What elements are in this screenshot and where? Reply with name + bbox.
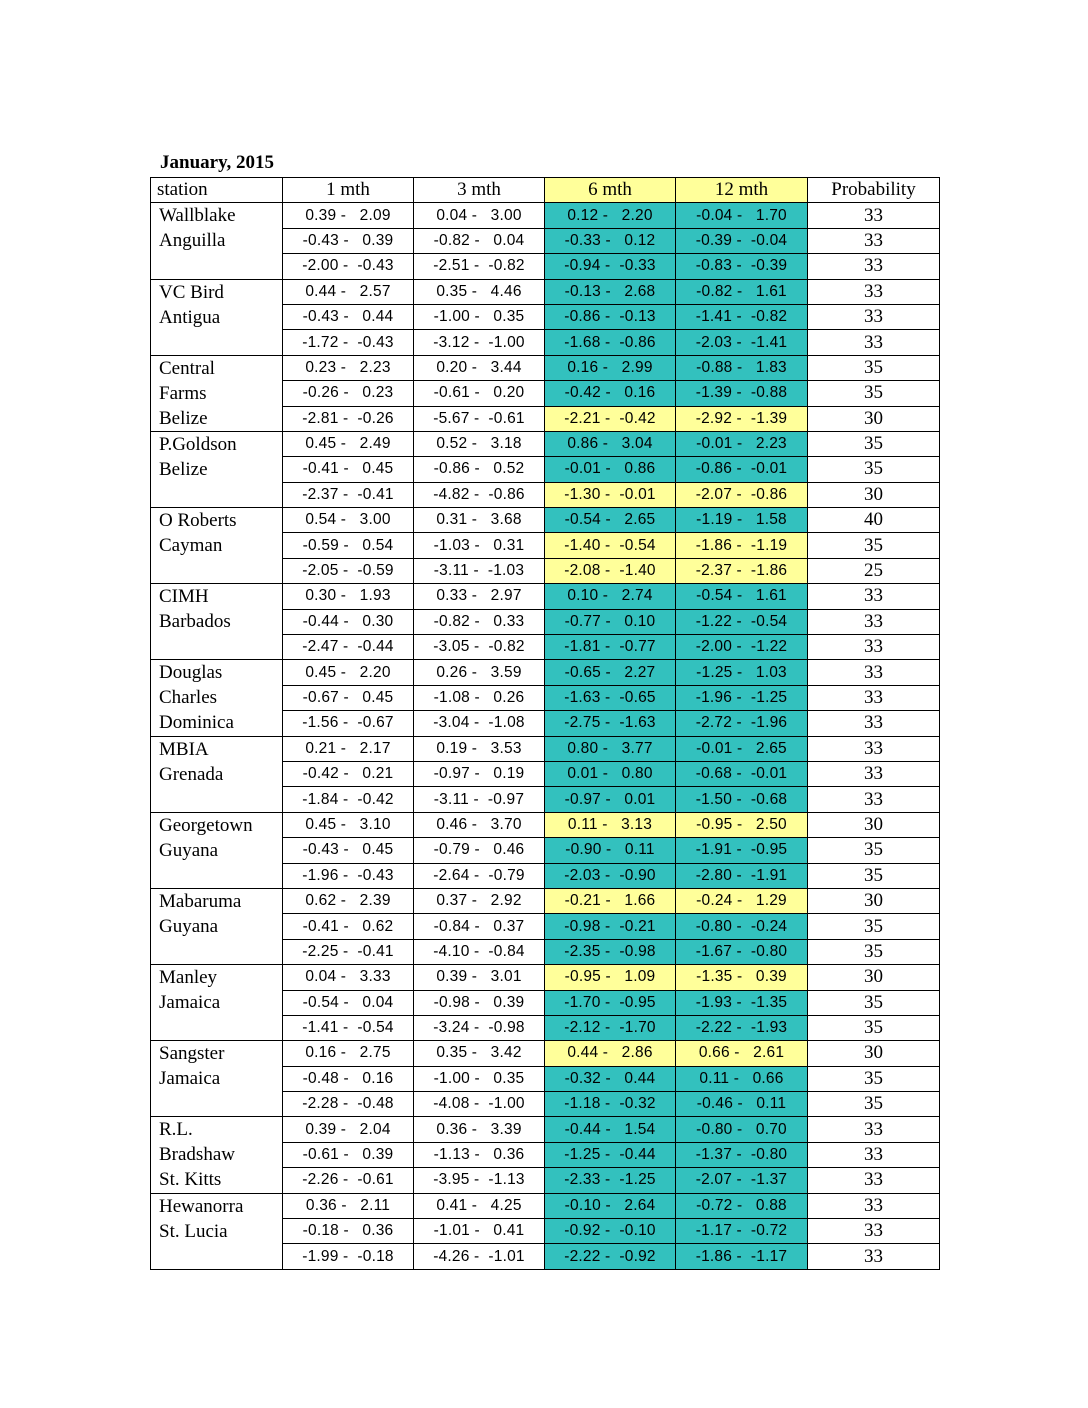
value-12mth: -0.86 - -0.01 <box>676 457 808 482</box>
station-name: Wallblake Anguilla <box>151 203 283 279</box>
probability-value: 35 <box>808 533 940 558</box>
probability-value: 33 <box>808 1219 940 1244</box>
value-1mth: -2.26 - -0.61 <box>283 1168 414 1193</box>
table-row <box>151 660 940 685</box>
value-6mth: -0.32 - 0.44 <box>545 1066 676 1091</box>
value-3mth: 0.31 - 3.68 <box>414 508 545 533</box>
value-3mth: -0.98 - 0.39 <box>414 990 545 1015</box>
value-6mth: 0.01 - 0.80 <box>545 761 676 786</box>
table-row <box>151 584 940 609</box>
value-1mth: -0.67 - 0.45 <box>283 685 414 710</box>
value-3mth: 0.04 - 3.00 <box>414 203 545 228</box>
value-12mth: -1.93 - -1.35 <box>676 990 808 1015</box>
value-6mth: 0.16 - 2.99 <box>545 355 676 380</box>
header-row <box>151 178 940 203</box>
station-name: CIMH Barbados <box>151 584 283 660</box>
header-3mth: 3 mth <box>414 178 545 203</box>
value-12mth: -1.39 - -0.88 <box>676 381 808 406</box>
value-1mth: -0.43 - 0.39 <box>283 228 414 253</box>
value-6mth: -1.70 - -0.95 <box>545 990 676 1015</box>
station-name: Douglas Charles Dominica <box>151 660 283 736</box>
value-6mth: -0.13 - 2.68 <box>545 279 676 304</box>
value-1mth: -0.61 - 0.39 <box>283 1142 414 1167</box>
value-6mth: 0.11 - 3.13 <box>545 812 676 837</box>
value-6mth: -0.98 - -0.21 <box>545 914 676 939</box>
value-1mth: 0.62 - 2.39 <box>283 888 414 913</box>
value-6mth: -1.30 - -0.01 <box>545 482 676 507</box>
value-1mth: 0.45 - 3.10 <box>283 812 414 837</box>
value-6mth: -2.08 - -1.40 <box>545 558 676 583</box>
probability-value: 33 <box>808 761 940 786</box>
value-6mth: -1.68 - -0.86 <box>545 330 676 355</box>
value-1mth: 0.45 - 2.20 <box>283 660 414 685</box>
value-6mth: -0.90 - 0.11 <box>545 838 676 863</box>
value-12mth: -0.72 - 0.88 <box>676 1193 808 1218</box>
value-6mth: -0.77 - 0.10 <box>545 609 676 634</box>
probability-value: 33 <box>808 685 940 710</box>
spi-table <box>150 177 940 1270</box>
probability-value: 30 <box>808 1041 940 1066</box>
value-12mth: -2.00 - -1.22 <box>676 635 808 660</box>
station-name: Manley Jamaica <box>151 965 283 1041</box>
probability-value: 30 <box>808 812 940 837</box>
value-6mth: -2.33 - -1.25 <box>545 1168 676 1193</box>
station-name: O Roberts Cayman <box>151 508 283 584</box>
value-12mth: -1.41 - -0.82 <box>676 304 808 329</box>
value-12mth: -1.35 - 0.39 <box>676 965 808 990</box>
value-12mth: -1.86 - -1.17 <box>676 1244 808 1269</box>
value-1mth: -0.48 - 0.16 <box>283 1066 414 1091</box>
probability-value: 35 <box>808 457 940 482</box>
probability-value: 33 <box>808 609 940 634</box>
value-12mth: -1.67 - -0.80 <box>676 939 808 964</box>
probability-value: 35 <box>808 1015 940 1040</box>
table-row <box>151 431 940 456</box>
value-3mth: 0.36 - 3.39 <box>414 1117 545 1142</box>
header-12mth: 12 mth <box>676 178 808 203</box>
value-3mth: 0.33 - 2.97 <box>414 584 545 609</box>
table-row <box>151 736 940 761</box>
value-12mth: -1.19 - 1.58 <box>676 508 808 533</box>
table-row <box>151 812 940 837</box>
header-1mth: 1 mth <box>283 178 414 203</box>
value-6mth: -2.03 - -0.90 <box>545 863 676 888</box>
table-row <box>151 1117 940 1142</box>
probability-value: 30 <box>808 406 940 431</box>
value-6mth: -1.18 - -0.32 <box>545 1092 676 1117</box>
probability-value: 30 <box>808 482 940 507</box>
value-3mth: 0.19 - 3.53 <box>414 736 545 761</box>
value-6mth: 0.44 - 2.86 <box>545 1041 676 1066</box>
value-1mth: -0.41 - 0.62 <box>283 914 414 939</box>
probability-value: 35 <box>808 1092 940 1117</box>
probability-value: 35 <box>808 914 940 939</box>
probability-value: 35 <box>808 355 940 380</box>
value-3mth: 0.46 - 3.70 <box>414 812 545 837</box>
value-3mth: -1.03 - 0.31 <box>414 533 545 558</box>
value-12mth: -0.04 - 1.70 <box>676 203 808 228</box>
value-6mth: -1.63 - -0.65 <box>545 685 676 710</box>
value-3mth: -4.10 - -0.84 <box>414 939 545 964</box>
value-1mth: -0.18 - 0.36 <box>283 1219 414 1244</box>
value-12mth: -1.22 - -0.54 <box>676 609 808 634</box>
value-3mth: 0.35 - 3.42 <box>414 1041 545 1066</box>
value-3mth: -3.04 - -1.08 <box>414 711 545 736</box>
station-name: MBIA Grenada <box>151 736 283 812</box>
probability-value: 33 <box>808 736 940 761</box>
value-12mth: -0.01 - 2.23 <box>676 431 808 456</box>
value-1mth: -0.54 - 0.04 <box>283 990 414 1015</box>
value-6mth: -0.95 - 1.09 <box>545 965 676 990</box>
value-1mth: 0.04 - 3.33 <box>283 965 414 990</box>
value-6mth: -0.33 - 0.12 <box>545 228 676 253</box>
value-1mth: 0.45 - 2.49 <box>283 431 414 456</box>
value-6mth: -2.75 - -1.63 <box>545 711 676 736</box>
value-3mth: -1.00 - 0.35 <box>414 1066 545 1091</box>
value-1mth: -2.47 - -0.44 <box>283 635 414 660</box>
value-1mth: 0.39 - 2.09 <box>283 203 414 228</box>
probability-value: 30 <box>808 888 940 913</box>
value-12mth: -1.91 - -0.95 <box>676 838 808 863</box>
station-name: P.Goldson Belize <box>151 431 283 507</box>
value-1mth: -2.00 - -0.43 <box>283 254 414 279</box>
value-12mth: -2.07 - -1.37 <box>676 1168 808 1193</box>
probability-value: 35 <box>808 381 940 406</box>
value-12mth: -1.25 - 1.03 <box>676 660 808 685</box>
value-6mth: -0.54 - 2.65 <box>545 508 676 533</box>
station-name: Central Farms Belize <box>151 355 283 431</box>
value-1mth: -1.72 - -0.43 <box>283 330 414 355</box>
value-12mth: -2.37 - -1.86 <box>676 558 808 583</box>
value-12mth: -0.54 - 1.61 <box>676 584 808 609</box>
probability-value: 40 <box>808 508 940 533</box>
station-name: Mabaruma Guyana <box>151 888 283 964</box>
probability-value: 33 <box>808 203 940 228</box>
value-1mth: 0.16 - 2.75 <box>283 1041 414 1066</box>
value-6mth: -2.12 - -1.70 <box>545 1015 676 1040</box>
value-6mth: -0.10 - 2.64 <box>545 1193 676 1218</box>
probability-value: 35 <box>808 990 940 1015</box>
value-3mth: -2.51 - -0.82 <box>414 254 545 279</box>
value-1mth: -1.41 - -0.54 <box>283 1015 414 1040</box>
value-1mth: -2.37 - -0.41 <box>283 482 414 507</box>
value-6mth: -0.86 - -0.13 <box>545 304 676 329</box>
value-6mth: 0.86 - 3.04 <box>545 431 676 456</box>
table-body <box>151 203 940 1269</box>
value-12mth: -0.80 - -0.24 <box>676 914 808 939</box>
probability-value: 33 <box>808 304 940 329</box>
value-12mth: -1.37 - -0.80 <box>676 1142 808 1167</box>
probability-value: 35 <box>808 939 940 964</box>
value-3mth: 0.37 - 2.92 <box>414 888 545 913</box>
value-6mth: -0.21 - 1.66 <box>545 888 676 913</box>
probability-value: 33 <box>808 1168 940 1193</box>
table-title: January, 2015 <box>160 152 275 173</box>
value-1mth: -1.56 - -0.67 <box>283 711 414 736</box>
value-6mth: -0.01 - 0.86 <box>545 457 676 482</box>
probability-value: 35 <box>808 431 940 456</box>
value-3mth: -3.95 - -1.13 <box>414 1168 545 1193</box>
value-1mth: 0.21 - 2.17 <box>283 736 414 761</box>
value-6mth: 0.10 - 2.74 <box>545 584 676 609</box>
value-1mth: -2.28 - -0.48 <box>283 1092 414 1117</box>
value-3mth: -0.86 - 0.52 <box>414 457 545 482</box>
value-3mth: -3.11 - -1.03 <box>414 558 545 583</box>
value-12mth: -1.86 - -1.19 <box>676 533 808 558</box>
station-name: Sangster Jamaica <box>151 1041 283 1117</box>
value-12mth: -2.72 - -1.96 <box>676 711 808 736</box>
value-12mth: -1.17 - -0.72 <box>676 1219 808 1244</box>
value-1mth: -0.59 - 0.54 <box>283 533 414 558</box>
value-1mth: -1.96 - -0.43 <box>283 863 414 888</box>
value-6mth: 0.12 - 2.20 <box>545 203 676 228</box>
station-name: Hewanorra St. Lucia <box>151 1193 283 1269</box>
value-6mth: -0.65 - 2.27 <box>545 660 676 685</box>
value-6mth: -0.94 - -0.33 <box>545 254 676 279</box>
table-row <box>151 1193 940 1218</box>
value-3mth: -3.05 - -0.82 <box>414 635 545 660</box>
value-1mth: -0.41 - 0.45 <box>283 457 414 482</box>
value-1mth: 0.44 - 2.57 <box>283 279 414 304</box>
header-station: station <box>151 178 283 203</box>
value-12mth: 0.11 - 0.66 <box>676 1066 808 1091</box>
value-3mth: -0.82 - 0.04 <box>414 228 545 253</box>
value-3mth: 0.39 - 3.01 <box>414 965 545 990</box>
value-3mth: -4.08 - -1.00 <box>414 1092 545 1117</box>
probability-value: 33 <box>808 635 940 660</box>
table-row <box>151 965 940 990</box>
value-3mth: 0.41 - 4.25 <box>414 1193 545 1218</box>
table-row <box>151 1041 940 1066</box>
value-6mth: -2.21 - -0.42 <box>545 406 676 431</box>
value-3mth: 0.20 - 3.44 <box>414 355 545 380</box>
value-12mth: -0.83 - -0.39 <box>676 254 808 279</box>
value-6mth: -0.44 - 1.54 <box>545 1117 676 1142</box>
value-3mth: -5.67 - -0.61 <box>414 406 545 431</box>
value-3mth: -0.79 - 0.46 <box>414 838 545 863</box>
value-3mth: 0.26 - 3.59 <box>414 660 545 685</box>
table-row <box>151 279 940 304</box>
value-3mth: -0.97 - 0.19 <box>414 761 545 786</box>
value-1mth: -0.42 - 0.21 <box>283 761 414 786</box>
value-3mth: -1.00 - 0.35 <box>414 304 545 329</box>
probability-value: 33 <box>808 1244 940 1269</box>
header-probability: Probability <box>808 178 940 203</box>
value-12mth: -0.82 - 1.61 <box>676 279 808 304</box>
probability-value: 35 <box>808 863 940 888</box>
value-12mth: -0.95 - 2.50 <box>676 812 808 837</box>
value-3mth: 0.52 - 3.18 <box>414 431 545 456</box>
probability-value: 33 <box>808 660 940 685</box>
value-1mth: 0.54 - 3.00 <box>283 508 414 533</box>
value-1mth: 0.23 - 2.23 <box>283 355 414 380</box>
value-3mth: -0.61 - 0.20 <box>414 381 545 406</box>
value-12mth: -0.39 - -0.04 <box>676 228 808 253</box>
station-name: R.L. Bradshaw St. Kitts <box>151 1117 283 1193</box>
value-6mth: -0.92 - -0.10 <box>545 1219 676 1244</box>
station-name: Georgetown Guyana <box>151 812 283 888</box>
value-12mth: -2.03 - -1.41 <box>676 330 808 355</box>
value-3mth: 0.35 - 4.46 <box>414 279 545 304</box>
value-12mth: -1.50 - -0.68 <box>676 787 808 812</box>
value-3mth: -4.82 - -0.86 <box>414 482 545 507</box>
probability-value: 33 <box>808 254 940 279</box>
value-1mth: -1.99 - -0.18 <box>283 1244 414 1269</box>
value-6mth: -1.40 - -0.54 <box>545 533 676 558</box>
probability-value: 33 <box>808 711 940 736</box>
value-12mth: -0.46 - 0.11 <box>676 1092 808 1117</box>
table-row <box>151 355 940 380</box>
value-1mth: -2.25 - -0.41 <box>283 939 414 964</box>
value-3mth: -1.08 - 0.26 <box>414 685 545 710</box>
probability-value: 33 <box>808 228 940 253</box>
probability-value: 33 <box>808 1142 940 1167</box>
value-12mth: -0.80 - 0.70 <box>676 1117 808 1142</box>
value-3mth: -1.13 - 0.36 <box>414 1142 545 1167</box>
value-12mth: -0.68 - -0.01 <box>676 761 808 786</box>
header-6mth: 6 mth <box>545 178 676 203</box>
probability-value: 33 <box>808 1193 940 1218</box>
value-1mth: 0.39 - 2.04 <box>283 1117 414 1142</box>
value-6mth: -2.35 - -0.98 <box>545 939 676 964</box>
value-1mth: -1.84 - -0.42 <box>283 787 414 812</box>
value-12mth: 0.66 - 2.61 <box>676 1041 808 1066</box>
value-6mth: -0.97 - 0.01 <box>545 787 676 812</box>
value-6mth: -1.25 - -0.44 <box>545 1142 676 1167</box>
value-1mth: 0.36 - 2.11 <box>283 1193 414 1218</box>
value-1mth: -2.05 - -0.59 <box>283 558 414 583</box>
value-1mth: -2.81 - -0.26 <box>283 406 414 431</box>
value-12mth: -2.07 - -0.86 <box>676 482 808 507</box>
value-1mth: -0.44 - 0.30 <box>283 609 414 634</box>
probability-value: 33 <box>808 279 940 304</box>
value-6mth: -1.81 - -0.77 <box>545 635 676 660</box>
value-12mth: -1.96 - -1.25 <box>676 685 808 710</box>
value-12mth: -0.24 - 1.29 <box>676 888 808 913</box>
value-12mth: -2.80 - -1.91 <box>676 863 808 888</box>
probability-value: 30 <box>808 965 940 990</box>
value-3mth: -0.84 - 0.37 <box>414 914 545 939</box>
probability-value: 33 <box>808 787 940 812</box>
value-3mth: -3.12 - -1.00 <box>414 330 545 355</box>
probability-value: 33 <box>808 584 940 609</box>
value-6mth: 0.80 - 3.77 <box>545 736 676 761</box>
probability-value: 33 <box>808 1117 940 1142</box>
value-3mth: -1.01 - 0.41 <box>414 1219 545 1244</box>
value-12mth: -0.01 - 2.65 <box>676 736 808 761</box>
value-3mth: -4.26 - -1.01 <box>414 1244 545 1269</box>
table-row <box>151 508 940 533</box>
probability-value: 35 <box>808 1066 940 1091</box>
probability-value: 33 <box>808 330 940 355</box>
probability-value: 25 <box>808 558 940 583</box>
value-1mth: 0.30 - 1.93 <box>283 584 414 609</box>
value-1mth: -0.43 - 0.44 <box>283 304 414 329</box>
value-6mth: -0.42 - 0.16 <box>545 381 676 406</box>
probability-value: 35 <box>808 838 940 863</box>
station-name: VC Bird Antigua <box>151 279 283 355</box>
value-12mth: -2.22 - -1.93 <box>676 1015 808 1040</box>
value-3mth: -3.24 - -0.98 <box>414 1015 545 1040</box>
table-row <box>151 203 940 228</box>
value-3mth: -2.64 - -0.79 <box>414 863 545 888</box>
value-12mth: -0.88 - 1.83 <box>676 355 808 380</box>
table-row <box>151 888 940 913</box>
value-3mth: -3.11 - -0.97 <box>414 787 545 812</box>
value-1mth: -0.43 - 0.45 <box>283 838 414 863</box>
value-6mth: -2.22 - -0.92 <box>545 1244 676 1269</box>
value-12mth: -2.92 - -1.39 <box>676 406 808 431</box>
value-1mth: -0.26 - 0.23 <box>283 381 414 406</box>
value-3mth: -0.82 - 0.33 <box>414 609 545 634</box>
